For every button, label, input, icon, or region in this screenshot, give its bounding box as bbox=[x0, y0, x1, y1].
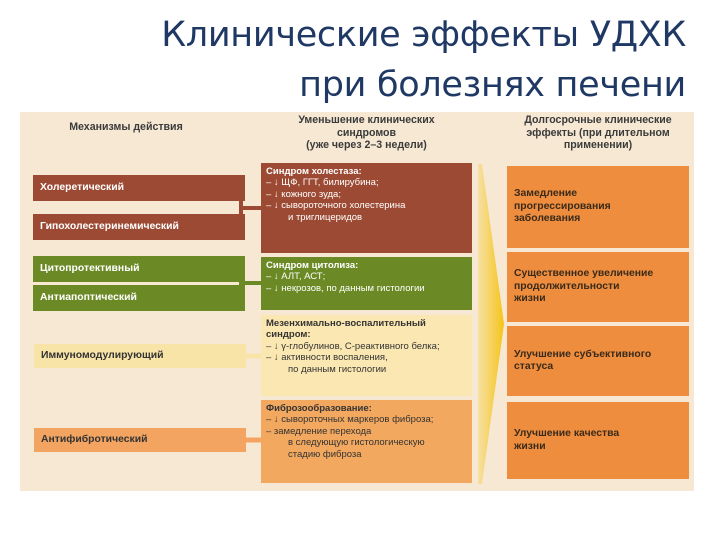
syndrome-line: – ↓ АЛТ, АСТ; bbox=[266, 271, 326, 283]
mechanism-choleretic: Холеретический bbox=[33, 175, 245, 201]
header-mechanisms: Механизмы действия bbox=[69, 121, 183, 133]
progression-arrow bbox=[478, 164, 504, 484]
syndrome-title: Синдром цитолиза: bbox=[266, 260, 359, 271]
mechanism-antiapoptotic: Антиапоптический bbox=[33, 285, 245, 311]
title-line-2: при болезнях печени bbox=[299, 65, 686, 105]
syndrome-line: – ↓ ЩФ, ГГТ, билирубина; bbox=[266, 177, 379, 189]
syndrome-line: – ↓ сывороточных маркеров фиброза; bbox=[266, 414, 434, 426]
effect-quality-of-life: Улучшение качества жизни bbox=[507, 402, 689, 479]
syndrome-title: Синдром холестаза: bbox=[266, 166, 362, 177]
syndrome-inflammation bbox=[261, 315, 472, 396]
effect-subjective-status: Улучшение субъективного статуса bbox=[507, 326, 689, 396]
syndrome-cytolysis bbox=[261, 257, 472, 310]
syndrome-cholestasis bbox=[261, 163, 472, 253]
effect-slow-progression: Замедление прогрессирования заболевания bbox=[507, 166, 689, 248]
slide-title bbox=[86, 10, 686, 110]
syndrome-line: стадию фиброза bbox=[288, 448, 362, 460]
title-line-1: Клинические эффекты УДХК bbox=[161, 15, 686, 55]
syndrome-title: Фиброзообразование: bbox=[266, 403, 372, 414]
syndrome-title: Мезенхимально-воспалительный bbox=[266, 318, 426, 329]
syndrome-line: – ↓ γ-глобулинов, С-реактивного белка; bbox=[266, 340, 440, 352]
header-longterm: Долгосрочные клинические эффекты (при длительном применении) bbox=[524, 114, 672, 151]
mechanism-hypocholesterolemic: Гипохолестеринемический bbox=[33, 214, 245, 240]
syndrome-line: в следующую гистологическую bbox=[288, 437, 425, 449]
syndrome-title-cont: синдром: bbox=[266, 329, 311, 341]
mechanism-cytoprotective: Цитопротективный bbox=[33, 256, 245, 282]
mechanism-antifibrotic: Антифибротический bbox=[34, 428, 246, 452]
syndrome-line: – замедление перехода bbox=[266, 425, 372, 437]
mechanism-immunomodulatory: Иммуномодулирующий bbox=[34, 344, 246, 368]
syndrome-fibrosis bbox=[261, 400, 472, 483]
syndrome-line: – ↓ кожного зуда; bbox=[266, 188, 341, 200]
syndrome-line: – ↓ активности воспаления, bbox=[266, 352, 388, 364]
effect-longer-life: Существенное увеличение продолжительности жизни bbox=[507, 252, 689, 322]
syndrome-line: по данным гистологии bbox=[288, 363, 387, 375]
syndrome-line: – ↓ некрозов, по данным гистологии bbox=[266, 282, 425, 294]
syndrome-line: и триглицеридов bbox=[288, 211, 363, 223]
header-reduction: Уменьшение клинических синдромов (уже через 2–3 недели) bbox=[298, 114, 435, 151]
syndrome-line: – ↓ сывороточного холестерина bbox=[266, 200, 406, 212]
diagram-panel bbox=[20, 112, 694, 491]
